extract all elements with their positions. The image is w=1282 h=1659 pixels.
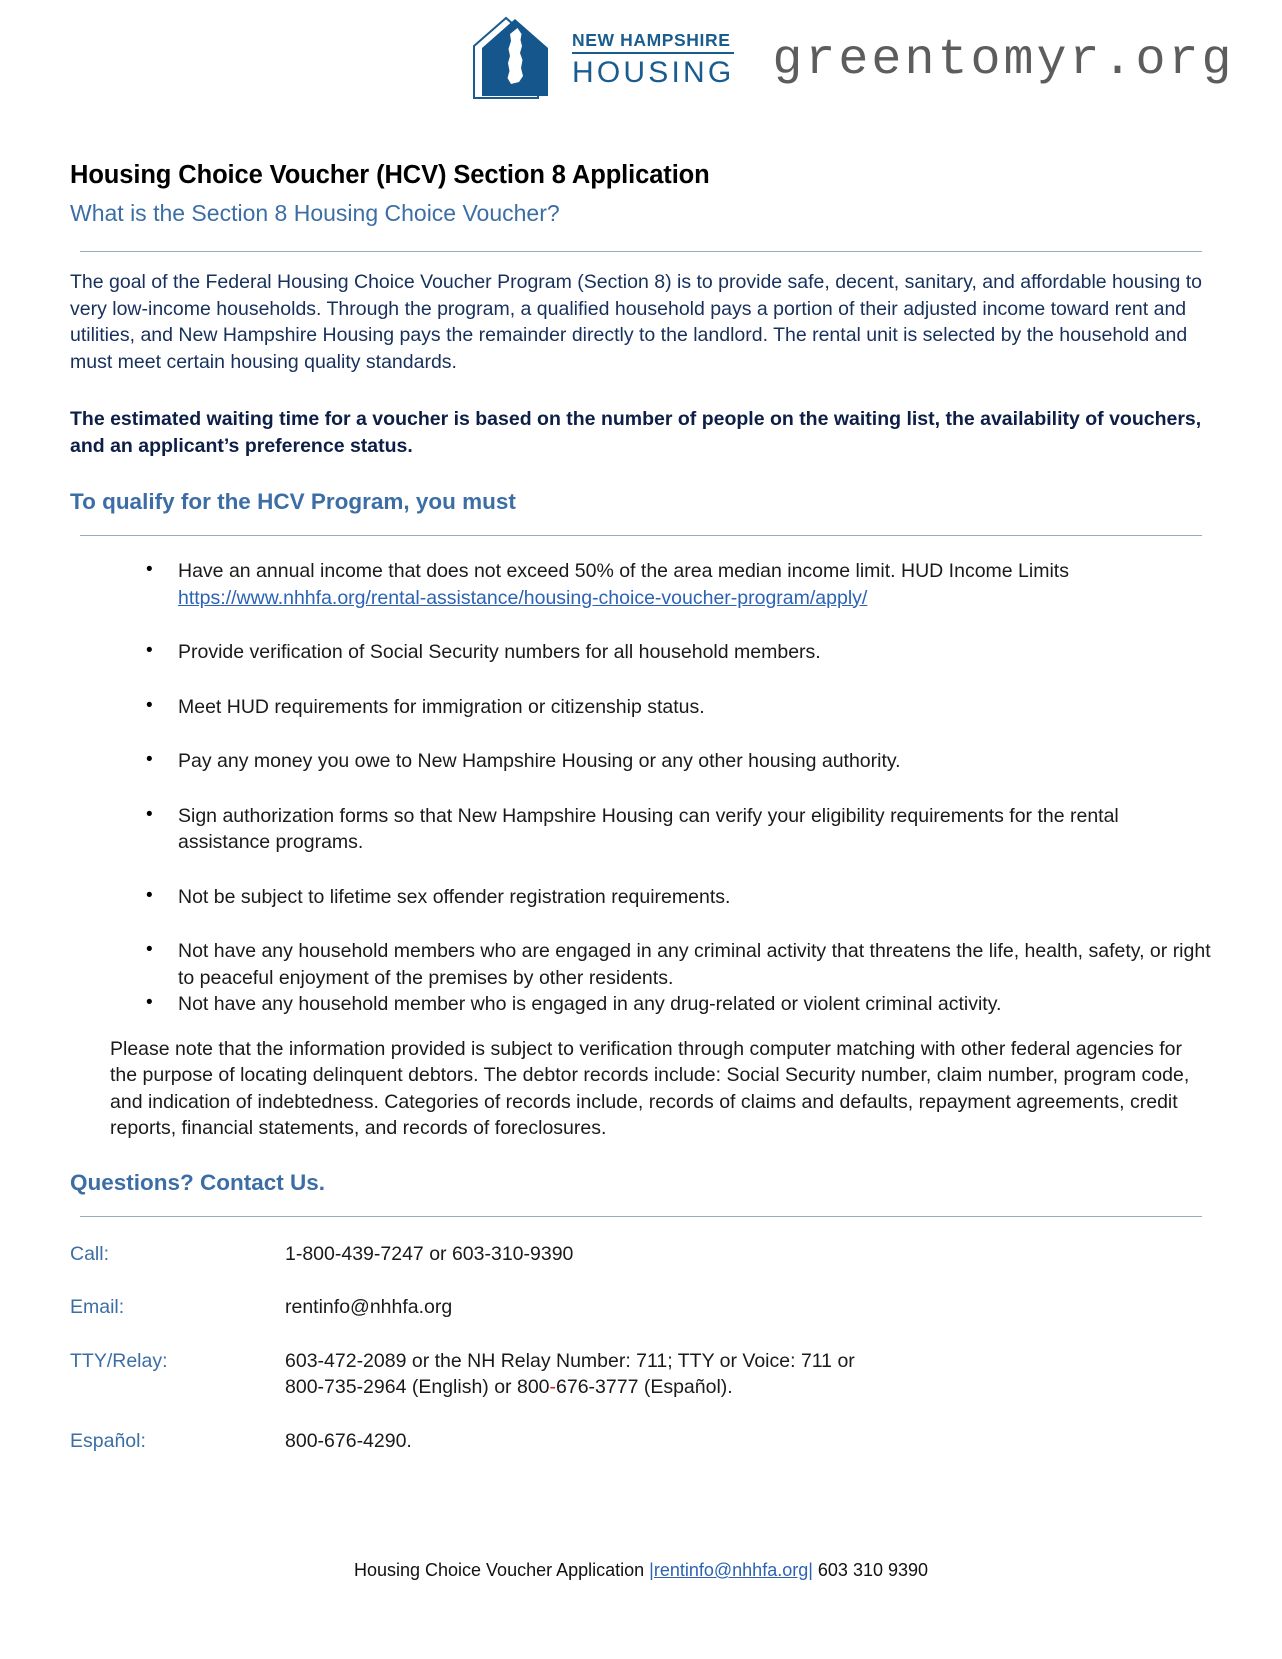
contact-value-tty-relay: [285, 1348, 1212, 1428]
logo-wordmark: [572, 29, 735, 90]
contact-label-call: Call:: [70, 1242, 110, 1265]
table-row: [70, 1241, 1212, 1295]
page-body: [0, 161, 1282, 1454]
bullet-text: Not be subject to lifetime sex offender registration requirements.: [178, 885, 731, 908]
hud-income-limits-link[interactable]: https://www.nhhfa.org/rental-assistance/housing-choice-voucher-program/apply/: [178, 586, 868, 609]
contact-value-call: 1-800-439-7247 or 603-310-9390: [285, 1242, 574, 1265]
contact-value-email: rentinfo@nhhfa.org: [285, 1296, 453, 1318]
bullet-text: Sign authorization forms so that New Hampshire Housing can verify your eligibility requirements for the rental assistance programs.: [178, 804, 1119, 853]
bullet-text: Pay any money you owe to New Hampshire Housing or any other housing authority.: [178, 750, 901, 772]
page-header: [0, 0, 1282, 106]
page-footer: [0, 1560, 1282, 1581]
waiting-time-paragraph: The estimated waiting time for a voucher is based on the number of people on the waiting list, the availability of vouchers, and an applicant’s preference status.: [70, 408, 1202, 457]
list-item: [70, 748, 1212, 775]
footer-prefix: Housing Choice Voucher Application: [353, 1560, 650, 1580]
nh-housing-logo: [470, 16, 734, 104]
list-item: [70, 694, 1212, 721]
table-row: [70, 1428, 1212, 1455]
questions-contact-heading: Questions? Contact Us.: [70, 1169, 326, 1195]
bullet-text: Provide verification of Social Security numbers for all household members.: [178, 641, 821, 663]
list-item: [70, 938, 1212, 991]
house-with-nh-state-outline-icon: [470, 16, 562, 104]
list-item: [70, 558, 1212, 611]
page-subtitle: What is the Section 8 Housing Choice Voucher?: [70, 200, 560, 226]
contact-label-espanol: Español:: [70, 1429, 146, 1452]
bullet-text: Not have any household member who is engaged in any drug-related or violent criminal activity.: [178, 993, 1002, 1015]
intro-paragraph: The goal of the Federal Housing Choice Voucher Program (Section 8) is to provide safe, decent, sanitary, and affordable housing to very low-income households. Through the program, a qualified household pays a portion of their adjusted income toward rent and utilities, and New Hampshire Housing pays the remainder directly to the landlord. The rental unit is selected by the household and must meet certain housing quality standards.: [70, 271, 1203, 373]
divider-qualify: [80, 535, 1202, 536]
page-title: Housing Choice Voucher (HCV) Section 8 Application: [70, 161, 710, 189]
list-item: [70, 639, 1212, 666]
footer-email-link[interactable]: |rentinfo@nhhfa.org|: [649, 1560, 813, 1580]
footer-suffix: 603 310 9390: [812, 1560, 929, 1580]
logo-line-housing: HOUSING: [572, 56, 735, 90]
site-brand-watermark: greentomyr.org: [772, 31, 1235, 89]
qualify-heading: To qualify for the HCV Program, you must: [70, 489, 516, 514]
contact-value-espanol: 800-676-4290.: [285, 1429, 412, 1452]
divider-top: [80, 251, 1202, 252]
contact-details-table: [70, 1241, 1212, 1455]
contact-label-email: Email:: [70, 1296, 125, 1318]
tty-line-2-part-a: 800-735-2964 (English) or 800: [285, 1376, 550, 1398]
logo-line-new-hampshire: NEW HAMPSHIRE: [572, 32, 734, 55]
list-item: [70, 803, 1212, 856]
bullet-text: Meet HUD requirements for immigration or citizenship status.: [178, 695, 705, 718]
list-item: [70, 991, 1212, 1018]
bullet-text: Have an annual income that does not exceed 50% of the area median income limit. HUD Income Limits: [178, 560, 1069, 582]
bullet-text: Not have any household members who are engaged in any criminal activity that threatens the life, health, safety, or right to peaceful enjoyment of the premises by other residents.: [178, 940, 1211, 989]
qualify-requirements-list: [70, 558, 1212, 1018]
tty-line-1: 603-472-2089 or the NH Relay Number: 711; TTY or Voice: 711 or: [285, 1349, 855, 1372]
contact-label-tty-relay: TTY/Relay:: [70, 1349, 168, 1372]
verification-note-paragraph: Please note that the information provided is subject to verification through computer matching with other federal agencies for the purpose of locating delinquent debtors. The debtor records include: Social Security number, claim number, program code, and indication of indebtedness. Categories of records include, records of claims and defaults, repayment agreements, credit reports, financial statements, and records of foreclosures.: [110, 1037, 1190, 1139]
divider-contact: [80, 1216, 1202, 1217]
table-row: [70, 1348, 1212, 1428]
tty-line-2-red-hyphen: -: [549, 1376, 557, 1398]
tty-line-2-part-b: 676-3777 (Español).: [556, 1376, 733, 1398]
table-row: [70, 1294, 1212, 1348]
list-item: [70, 884, 1212, 911]
